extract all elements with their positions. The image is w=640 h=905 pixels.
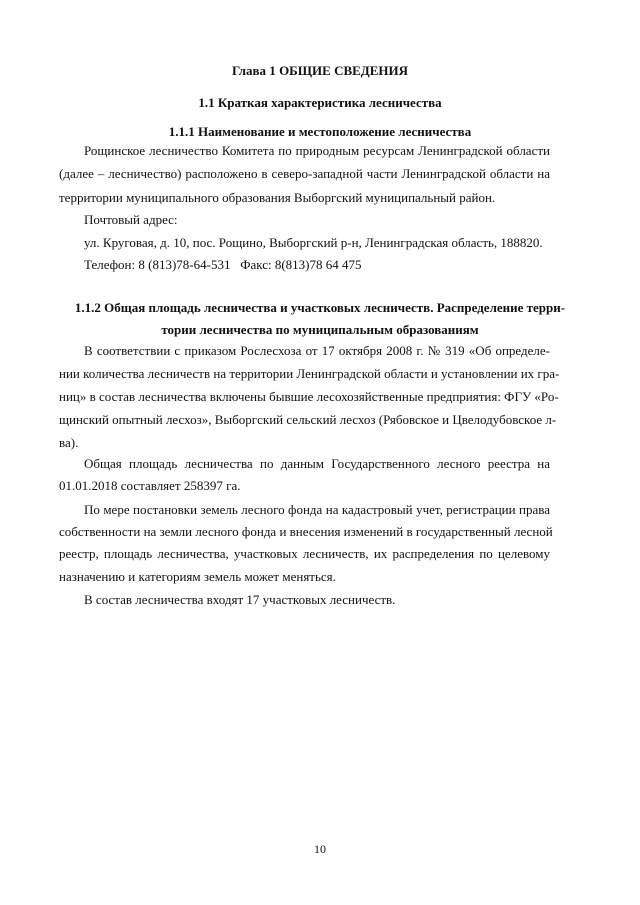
chapter-prefix: Глава 1 xyxy=(231,63,276,78)
paragraph-line: реестр, площадь лесничества, участковых лесничеств, их распределения по целевому xyxy=(59,546,550,561)
chapter-title: ОБЩИЕ СВЕДЕНИЯ xyxy=(279,63,409,78)
section-1-1-2-heading-line2: тории лесничества по муниципальным образованиям xyxy=(161,322,479,337)
paragraph-line: территории муниципального образования Выборгский муниципальный район. xyxy=(59,190,496,205)
section-1-1-2-heading-line1: 1.1.2 Общая площадь лесничества и участковых лесничеств. Распределение терри- xyxy=(74,300,566,315)
contact-phone-fax: Телефон: 8 (813)78-64-531 Факс: 8(813)78 64 475 xyxy=(84,257,362,272)
section-1-1-1-heading: 1.1.1 Наименование и местоположение лесничества xyxy=(168,124,472,139)
paragraph-line: ва). xyxy=(59,435,79,450)
postal-address: ул. Круговая, д. 10, пос. Рощино, Выборгский р-н, Ленинградская область, 188820. xyxy=(84,235,543,250)
paragraph-line: щинский опытный лесхоз», Выборгский сельский лесхоз (Рябовское и Цвелодубовское л- xyxy=(59,412,557,427)
paragraph-line: В состав лесничества входят 17 участковых лесничеств. xyxy=(84,592,396,607)
paragraph-line: 01.01.2018 составляет 258397 га. xyxy=(59,478,241,493)
section-1-1-heading: 1.1 Краткая характеристика лесничества xyxy=(198,95,442,110)
paragraph-line: нии количества лесничеств на территории Ленинградской области и установлении их гра- xyxy=(59,366,560,381)
paragraph-line: собственности на земли лесного фонда и внесения изменений в государственный лесной xyxy=(59,524,553,539)
paragraph-line: Общая площадь лесничества по данным Государственного лесного реестра на xyxy=(84,456,550,471)
paragraph-line: назначению и категориям земель может меняться. xyxy=(59,569,336,584)
paragraph-line: По мере постановки земель лесного фонда на кадастровый учет, регистрации права xyxy=(84,502,550,517)
paragraph-line: ниц» в состав лесничества включены бывшие лесохозяйственные предприятия: ФГУ «Ро- xyxy=(59,389,559,404)
paragraph-line: В соответствии с приказом Рослесхоза от 17 октября 2008 г. № 319 «Об определе- xyxy=(84,343,550,358)
paragraph-line: (далее – лесничество) расположено в северо-западной части Ленинградской области на xyxy=(59,166,550,181)
page-number: 10 xyxy=(314,842,326,856)
paragraph-line: Рощинское лесничество Комитета по природным ресурсам Ленинградской области xyxy=(84,143,550,158)
postal-address-label: Почтовый адрес: xyxy=(84,212,178,227)
chapter-heading xyxy=(60,63,580,79)
